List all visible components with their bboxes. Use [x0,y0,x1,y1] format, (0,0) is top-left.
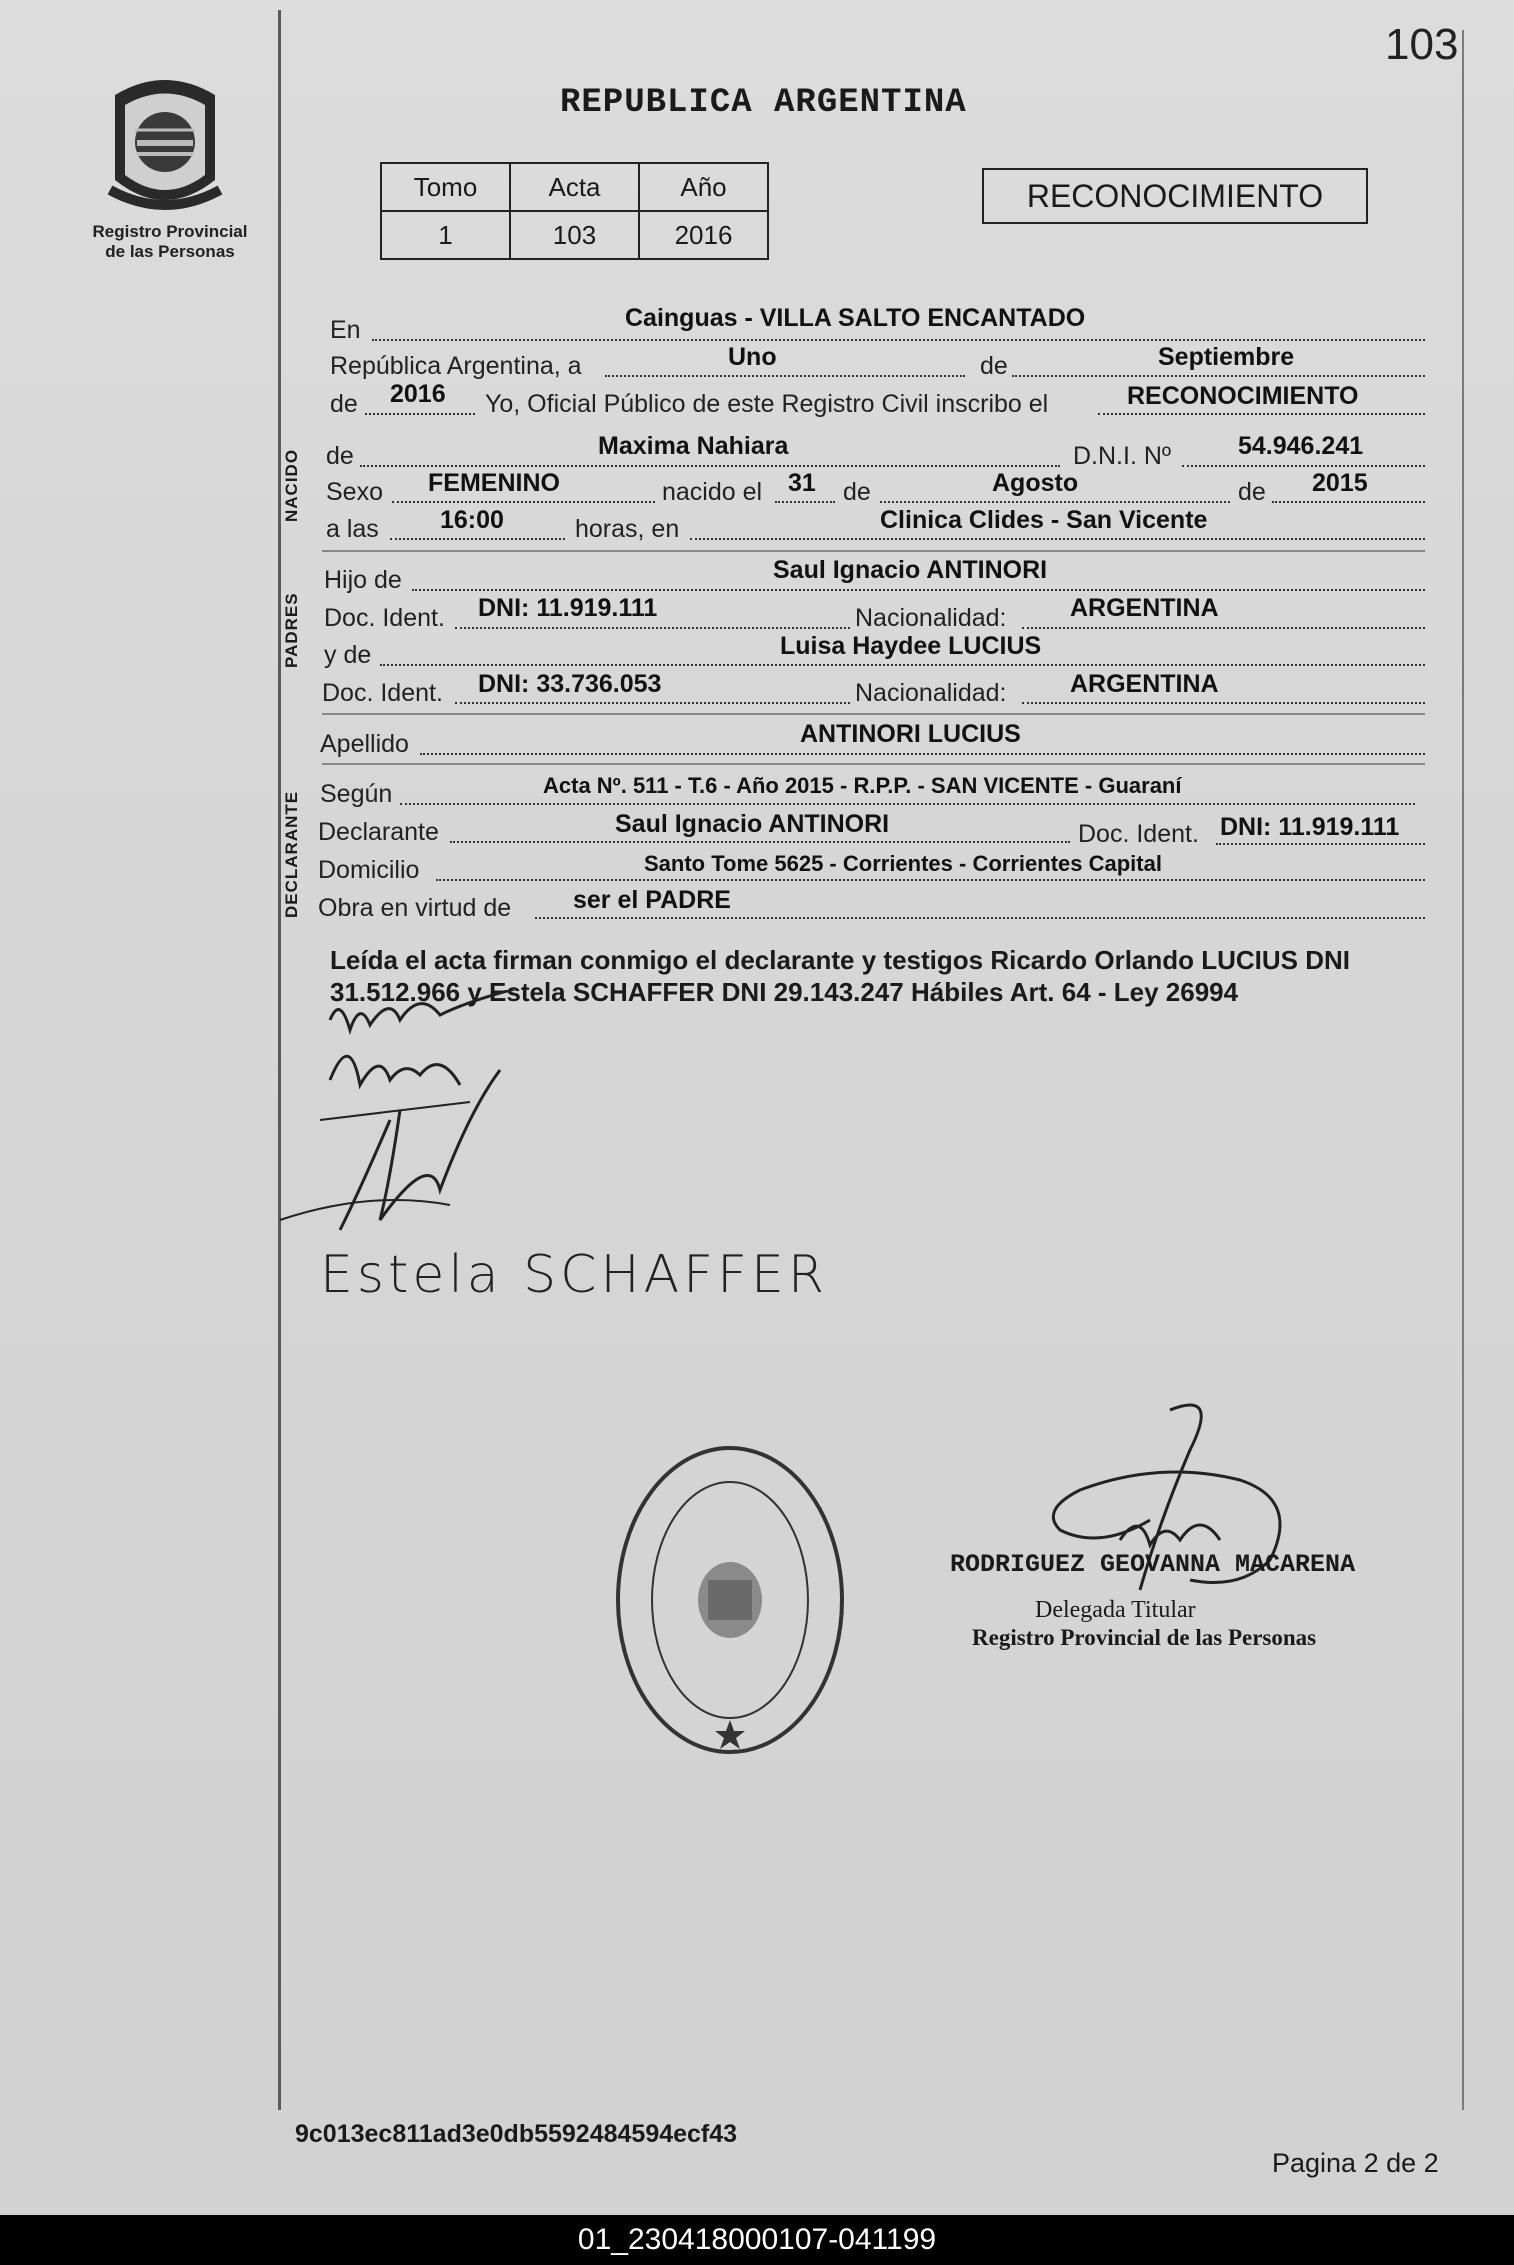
dotted-line [605,374,965,377]
side-label-nacido: NACIDO [282,448,301,522]
label-nacionalidad-madre: Nacionalidad: [855,679,1007,707]
dotted-line [455,701,850,704]
label-hijo-de: Hijo de [324,566,402,594]
registry-table [380,162,769,260]
value-padre: Saul Ignacio ANTINORI [773,556,1048,584]
official-organization: Registro Provincial de las Personas [972,1625,1317,1650]
value-segun: Acta Nº. 511 - T.6 - Año 2015 - R.P.P. - SAN VICENTE - Guaraní [543,773,1182,798]
value-obra: ser el PADRE [573,886,731,914]
document-hash: 9c013ec811ad3e0db5592484594ecf43 [295,2120,738,2148]
dotted-line [392,500,655,503]
act-type-box: RECONOCIMIENTO [982,168,1368,224]
closing-statement: Leída el acta firman conmigo el declarante y testigos Ricardo Orlando LUCIUS DNI 31.512.966 y Estela SCHAFFER DNI 29.143.247 Hábiles Art. 64 - Ley 26994 [330,945,1351,1007]
value-dni: 54.946.241 [1238,432,1364,460]
provincial-emblem-icon [95,70,235,220]
label-de-persona: de [326,442,354,470]
official-name: RODRIGUEZ GEOVANNA MACARENA [950,1550,1356,1579]
section-separator [322,713,1425,715]
value-domicilio: Santo Tome 5625 - Corrientes - Corrientes Capital [644,851,1162,876]
value-sexo: FEMENINO [428,469,560,497]
dotted-line [420,752,1425,755]
value-nombre: Maxima Nahiara [598,432,789,460]
scan-footer-id: 01_230418000107-041199 [0,2215,1514,2265]
value-tipo: RECONOCIMIENTO [1127,382,1359,410]
dotted-line [1182,464,1425,467]
registry-header-tomo: Tomo [381,163,510,211]
official-signature-icon [1040,1390,1300,1630]
dotted-line [535,916,1425,919]
registry-value-tomo: 1 [381,211,510,259]
right-margin-line [1462,30,1464,2110]
dotted-line [775,500,835,503]
value-madre: Luisa Haydee LUCIUS [780,632,1042,660]
value-madre-nac: ARGENTINA [1070,670,1219,698]
dotted-line [1022,626,1425,629]
value-dia: Uno [728,343,777,371]
dotted-line [1012,374,1425,377]
signatures-handwritten-icon [270,990,650,1270]
dotted-line [1216,842,1425,845]
label-nacionalidad-padre: Nacionalidad: [855,604,1007,632]
label-republica: República Argentina, a [330,352,582,380]
value-hora: 16:00 [440,506,504,534]
label-horas-en: horas, en [575,515,680,543]
emblem-caption-line-2: de las Personas [105,242,235,261]
value-apellido: ANTINORI LUCIUS [800,720,1021,748]
value-declarante: Saul Ignacio ANTINORI [615,810,890,838]
label-y-de: y de [324,641,372,669]
label-oficial: Yo, Oficial Público de este Registro Civil inscribo el [485,390,1049,418]
label-en: En [330,316,361,344]
registry-header-acta: Acta [510,163,639,211]
value-declarante-doc: DNI: 11.919.111 [1220,813,1400,841]
value-nac-mes: Agosto [992,469,1079,497]
dotted-line [372,338,1425,341]
dotted-line [1272,500,1425,503]
dotted-line [880,500,1230,503]
side-label-padres: PADRES [282,592,301,668]
label-a-las: a las [326,515,379,543]
label-nacido-el: nacido el [662,478,763,506]
dotted-line [1022,701,1425,704]
handwritten-witness-name: Estela SCHAFFER [320,1245,828,1305]
dotted-line [365,412,475,415]
dotted-line [690,537,1425,540]
registry-header-anio: Año [639,163,768,211]
pagination: Pagina 2 de 2 [1272,2148,1439,2178]
dotted-line [455,626,850,629]
official-oval-stamp-icon [610,1440,850,1760]
side-label-declarante: DECLARANTE [282,790,301,918]
value-madre-doc: DNI: 33.736.053 [478,670,662,698]
value-mes: Septiembre [1158,343,1295,371]
value-anio: 2016 [390,380,446,408]
label-doc-ident-madre: Doc. Ident. [322,679,443,707]
dotted-line [436,878,1425,881]
dotted-line [1098,412,1425,415]
section-separator [322,550,1425,552]
label-dni: D.N.I. Nº [1073,442,1172,470]
emblem-caption [70,222,270,262]
label-declarante: Declarante [318,818,439,846]
value-nac-anio: 2015 [1312,469,1368,497]
label-de-nac-anio: de [1238,478,1266,506]
document-title: REPUBLICA ARGENTINA [560,84,967,122]
registry-value-acta: 103 [510,211,639,259]
label-doc-ident-declarante: Doc. Ident. [1078,820,1199,848]
dotted-line [412,588,1425,591]
dotted-line [390,537,565,540]
label-obra: Obra en virtud de [318,894,512,922]
value-lugar-nac: Clinica Clides - San Vicente [880,506,1208,534]
label-doc-ident-padre: Doc. Ident. [324,604,445,632]
emblem-caption-line-1: Registro Provincial [92,222,248,241]
value-nac-dia: 31 [788,469,816,497]
value-lugar: Cainguas - VILLA SALTO ENCANTADO [625,304,1086,332]
official-role: Delegada Titular [1035,1597,1196,1623]
value-padre-nac: ARGENTINA [1070,594,1219,622]
label-de-nac-mes: de [843,478,871,506]
label-sexo: Sexo [326,478,383,506]
label-de-mes: de [980,352,1008,380]
label-segun: Según [320,780,393,808]
dotted-line [380,663,1425,666]
dotted-line [400,802,1415,805]
label-apellido: Apellido [320,730,409,758]
dotted-line [360,464,1060,467]
label-domicilio: Domicilio [318,856,420,884]
dotted-line [450,840,1070,843]
page-number: 103 [1385,20,1459,69]
value-padre-doc: DNI: 11.919.111 [478,594,658,622]
label-de-anio: de [330,390,358,418]
registry-value-anio: 2016 [639,211,768,259]
section-separator [322,763,1425,765]
